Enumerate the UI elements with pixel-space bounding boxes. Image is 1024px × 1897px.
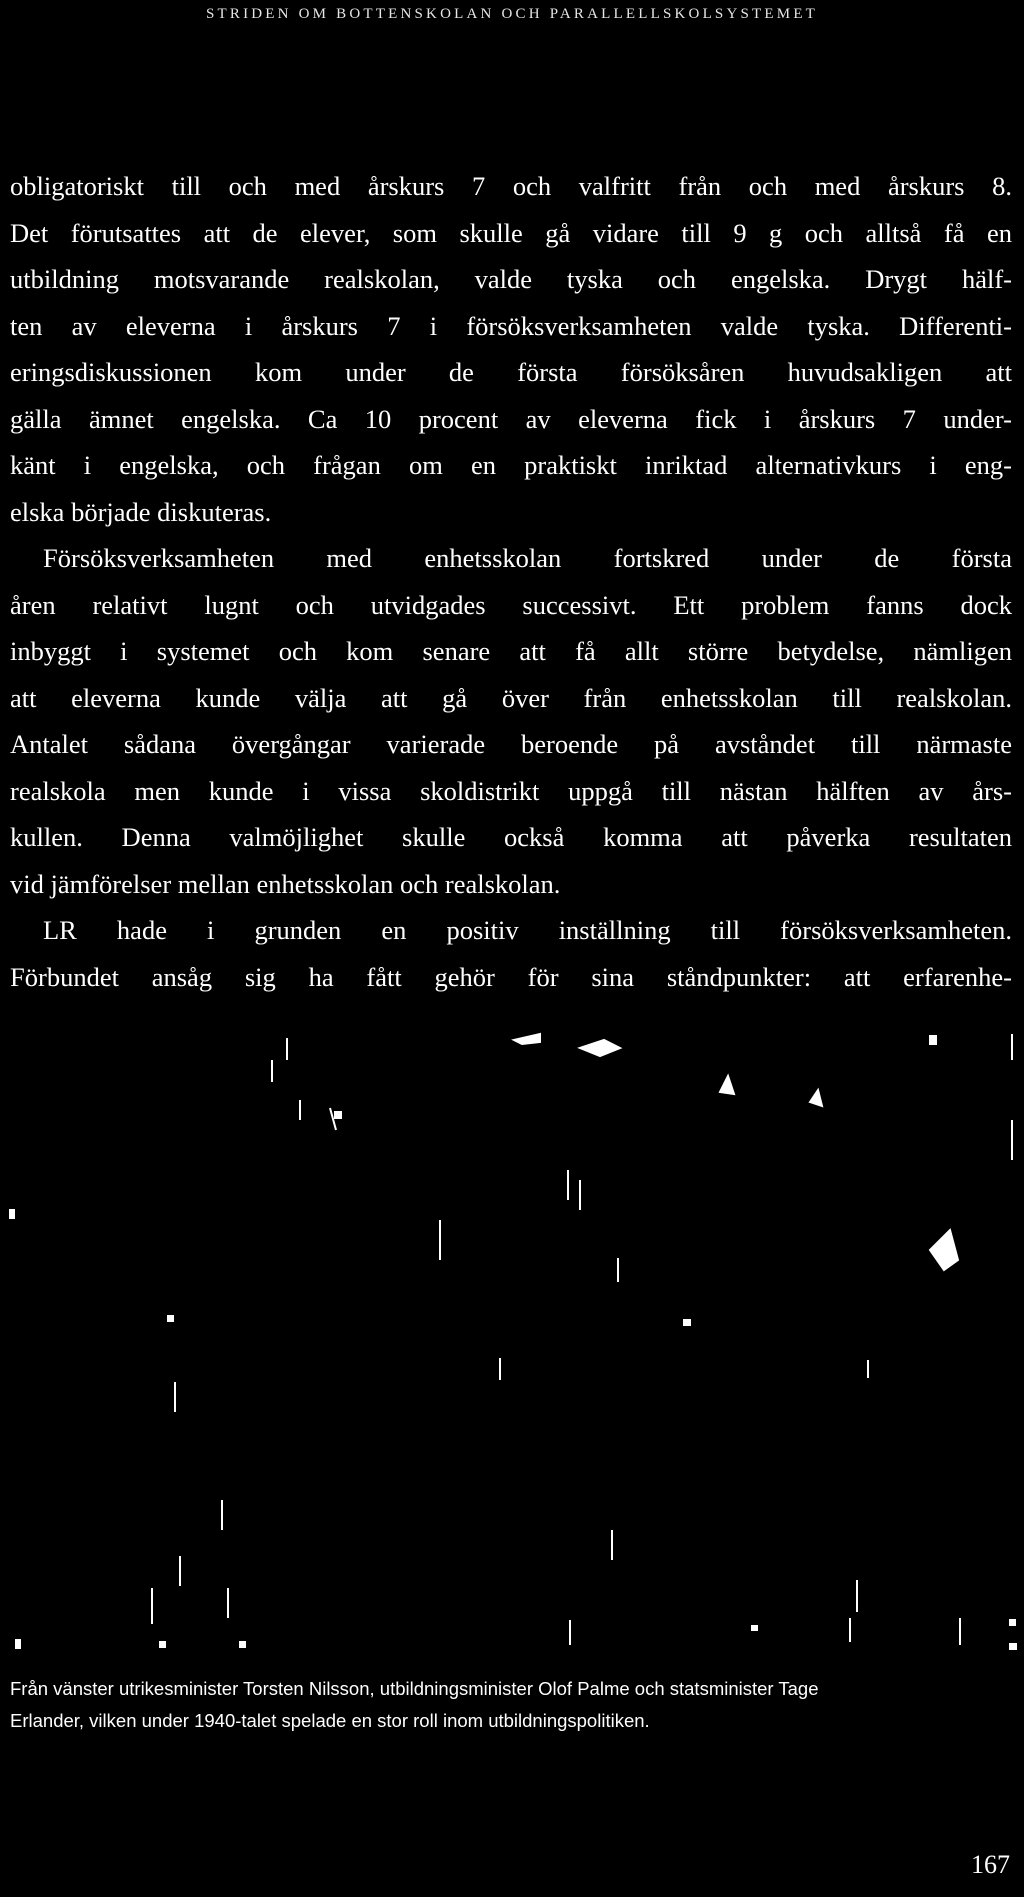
text-line: åren relativt lugnt och utvidgades successivt. Ett problem fanns dock — [10, 589, 1012, 620]
running-head: STRIDEN OM BOTTENSKOLAN OCH PARALLELLSKOLSYSTEMET — [205, 6, 819, 22]
body-text — [10, 163, 1012, 1000]
caption-line: Från vänster utrikesminister Torsten Nilsson, utbildningsminister Olof Palme och statsminister Tage — [10, 1678, 819, 1699]
paragraph-1 — [10, 163, 1012, 535]
paragraph-3 — [10, 907, 1012, 1000]
text-line: att eleverna kunde välja att gå över från enhetsskolan till realskolan. — [10, 682, 1012, 713]
caption-line: Erlander, vilken under 1940-talet spelade en stor roll inom utbildningspolitiken. — [10, 1710, 650, 1731]
text-line: Försöksverksamheten med enhetsskolan fortskred under de första — [43, 543, 1012, 573]
photo-of-three-men-icon — [0, 1020, 1024, 1650]
page-number: 167 — [971, 1850, 1010, 1879]
text-line: realskola men kunde i vissa skoldistrikt uppgå till nästan hälften av års- — [10, 775, 1012, 806]
photo — [0, 1020, 1024, 1650]
text-line: LR hade i grunden en positiv inställning till försöksverksamheten. — [43, 915, 1012, 945]
text-line: utbildning motsvarande realskolan, valde tyska och engelska. Drygt hälf- — [10, 264, 1012, 294]
text-line: vid jämförelser mellan enhetsskolan och realskolan. — [10, 868, 561, 899]
text-line: ten av eleverna i årskurs 7 i försöksverksamheten valde tyska. Differenti- — [10, 310, 1012, 341]
text-line: inbyggt i systemet och kom senare att få allt större betydelse, nämligen — [10, 636, 1012, 666]
text-line: känt i engelska, och frågan om en praktiskt inriktad alternativkurs i eng- — [10, 450, 1012, 480]
photo-caption — [10, 1673, 1010, 1737]
text-line: obligatoriskt till och med årskurs 7 och valfritt från och med årskurs 8. — [10, 171, 1012, 201]
text-line: Det förutsattes att de elever, som skulle gå vidare till 9 g och alltså få en — [10, 217, 1012, 248]
text-line: Antalet sådana övergångar varierade beroende på avståndet till närmaste — [10, 729, 1012, 759]
paragraph-2 — [10, 535, 1012, 907]
text-line: kullen. Denna valmöjlighet skulle också komma att påverka resultaten — [10, 822, 1012, 852]
text-line: eringsdiskussionen kom under de första försöksåren huvudsakligen att — [10, 357, 1012, 387]
text-line: Förbundet ansåg sig ha fått gehör för sina ståndpunkter: att erfarenhe- — [10, 961, 1012, 992]
text-line: gälla ämnet engelska. Ca 10 procent av eleverna fick i årskurs 7 under- — [10, 403, 1012, 434]
text-line: elska började diskuteras. — [10, 496, 272, 527]
